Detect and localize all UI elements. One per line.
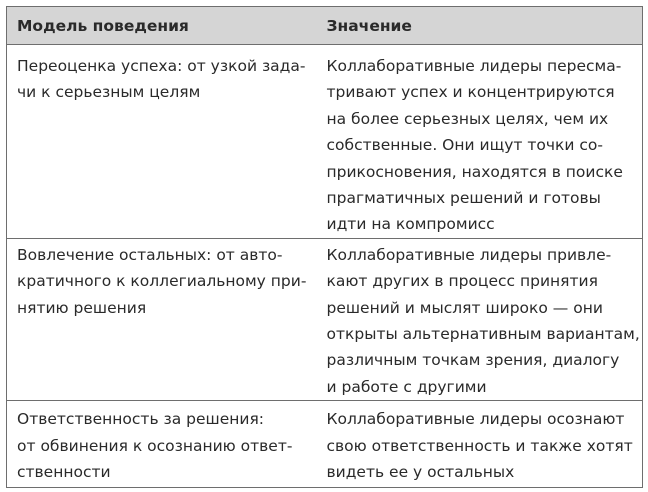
meaning-cell: Коллаборативные лидеры привле- кают других в процесс принятия решений и мыслят широко — они открыты альтернативным вариантам, различным точкам зрения, диалогу и работе с другими [315,238,643,400]
table-row [7,401,643,488]
table-row [7,238,643,400]
behavior-cell: Переоценка успеха: от узкой зада- чи к серьезным целям [7,45,315,239]
behavior-cell: Вовлечение остальных: от авто- кратичного к коллегиальному при- нятию решения [7,238,315,400]
table-row [7,45,643,239]
meaning-cell: Коллаборативные лидеры пересма- тривают успех и концентрируются на более серьезных целях, чем их собственные. Они ищут точки со- прикосновения, находятся в поиске прагматичных решений и готовы идти на компромисс [315,45,643,239]
meaning-cell: Коллаборативные лидеры осознают свою ответственность и также хотят видеть ее у остальных [326,410,633,482]
column-header-meaning: Значение [315,7,643,45]
table-header-row [7,7,643,45]
behavior-cell: Ответственность за решения: от обвинения к осознанию ответ- ственности [17,410,293,482]
behavior-table [6,6,643,488]
column-header-behavior: Модель поведения [7,7,315,45]
